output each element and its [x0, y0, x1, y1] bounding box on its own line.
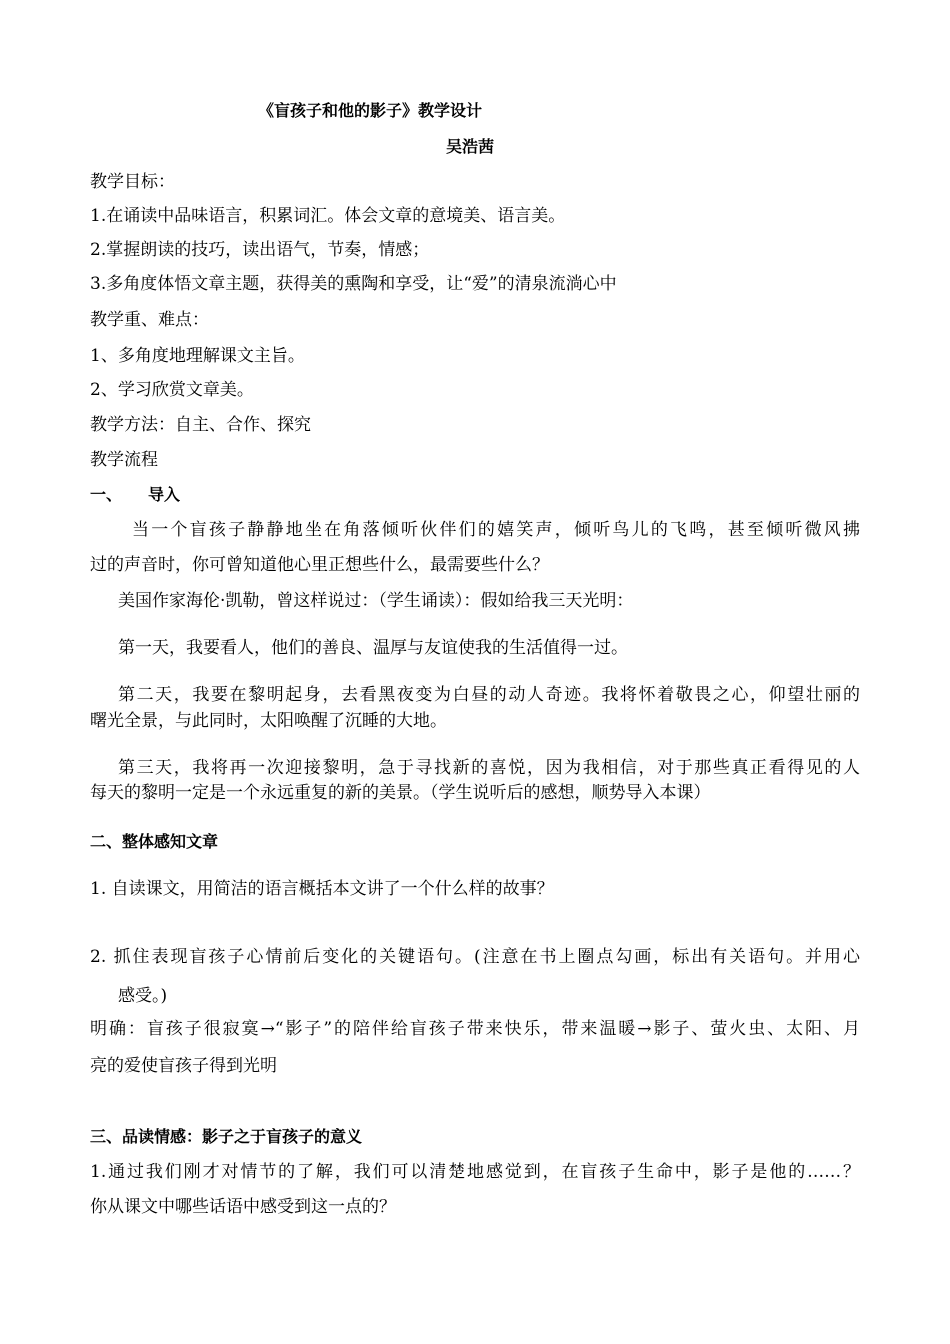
- key-point-item: 1、多角度地理解课文主旨。: [90, 346, 305, 366]
- section1-paragraph-5: 第三天，我将再一次迎接黎明，急于寻找新的喜悦，因为我相信，对于那些真正看得见的人: [118, 758, 860, 778]
- section1-paragraph-1: 当一个盲孩子静静地坐在角落倾听伙伴们的嬉笑声，倾听鸟儿的飞鸣，甚至倾听微风拂: [132, 520, 860, 540]
- section2-question-1: 1. 自读课文，用简洁的语言概括本文讲了一个什么样的故事？: [90, 879, 554, 899]
- section1-paragraph-1-cont: 过的声音时，你可曾知道他心里正想些什么，最需要些什么？: [90, 555, 549, 575]
- section2-answer-cont: 亮的爱使盲孩子得到光明: [90, 1056, 277, 1076]
- section3-question-1-cont: 你从课文中哪些话语中感受到这一点的？: [90, 1197, 396, 1217]
- section3-title: 三、品读情感：影子之于盲孩子的意义: [90, 1127, 363, 1146]
- objective-item: 3.多角度体悟文章主题，获得美的熏陶和享受，让“爱”的清泉流淌心中: [90, 274, 617, 294]
- objectives-heading: 教学目标：: [90, 172, 175, 192]
- document-title: 《盲孩子和他的影子》教学设计: [258, 101, 483, 120]
- teaching-methods: 教学方法：自主、合作、探究: [90, 415, 311, 435]
- document-author: 吴浩茜: [446, 137, 495, 156]
- section1-paragraph-5-cont: 每天的黎明一定是一个永远重复的新的美景。（学生说听后的感想，顺势导入本课）: [90, 783, 711, 803]
- section2-title: 二、整体感知文章: [90, 832, 219, 851]
- section1-title: 导入: [148, 485, 181, 504]
- section1-paragraph-2: 美国作家海伦·凯勒，曾这样说过：（学生诵读）：假如给我三天光明：: [118, 591, 634, 611]
- section2-question-2-cont: 感受。): [118, 986, 168, 1006]
- section1-paragraph-3: 第一天，我要看人，他们的善良、温厚与友谊使我的生活值得一过。: [118, 638, 628, 658]
- section2-question-2: 2. 抓住表现盲孩子心情前后变化的关键语句。(注意在书上圈点勾画，标出有关语句。并用心: [90, 947, 860, 967]
- key-point-item: 2、学习欣赏文章美。: [90, 380, 254, 400]
- section1-number: 一、: [90, 485, 123, 504]
- section1-paragraph-4-cont: 曙光全景，与此同时，太阳唤醒了沉睡的大地。: [90, 711, 447, 731]
- process-heading: 教学流程: [90, 450, 158, 470]
- section2-answer: 明确：盲孩子很寂寞→“影子”的陪伴给盲孩子带来快乐，带来温暖→影子、萤火虫、太阳、月: [90, 1019, 860, 1039]
- key-points-heading: 教学重、难点：: [90, 310, 209, 330]
- objective-item: 2.掌握朗读的技巧，读出语气，节奏，情感；: [90, 240, 430, 260]
- section1-paragraph-4: 第二天，我要在黎明起身，去看黑夜变为白昼的动人奇迹。我将怀着敬畏之心，仰望壮丽的: [118, 685, 860, 705]
- objective-item: 1.在诵读中品味语言，积累词汇。体会文章的意境美、语言美。: [90, 206, 566, 226]
- section3-question-1: 1.通过我们刚才对情节的了解，我们可以清楚地感觉到，在盲孩子生命中，影子是他的……？: [90, 1162, 860, 1182]
